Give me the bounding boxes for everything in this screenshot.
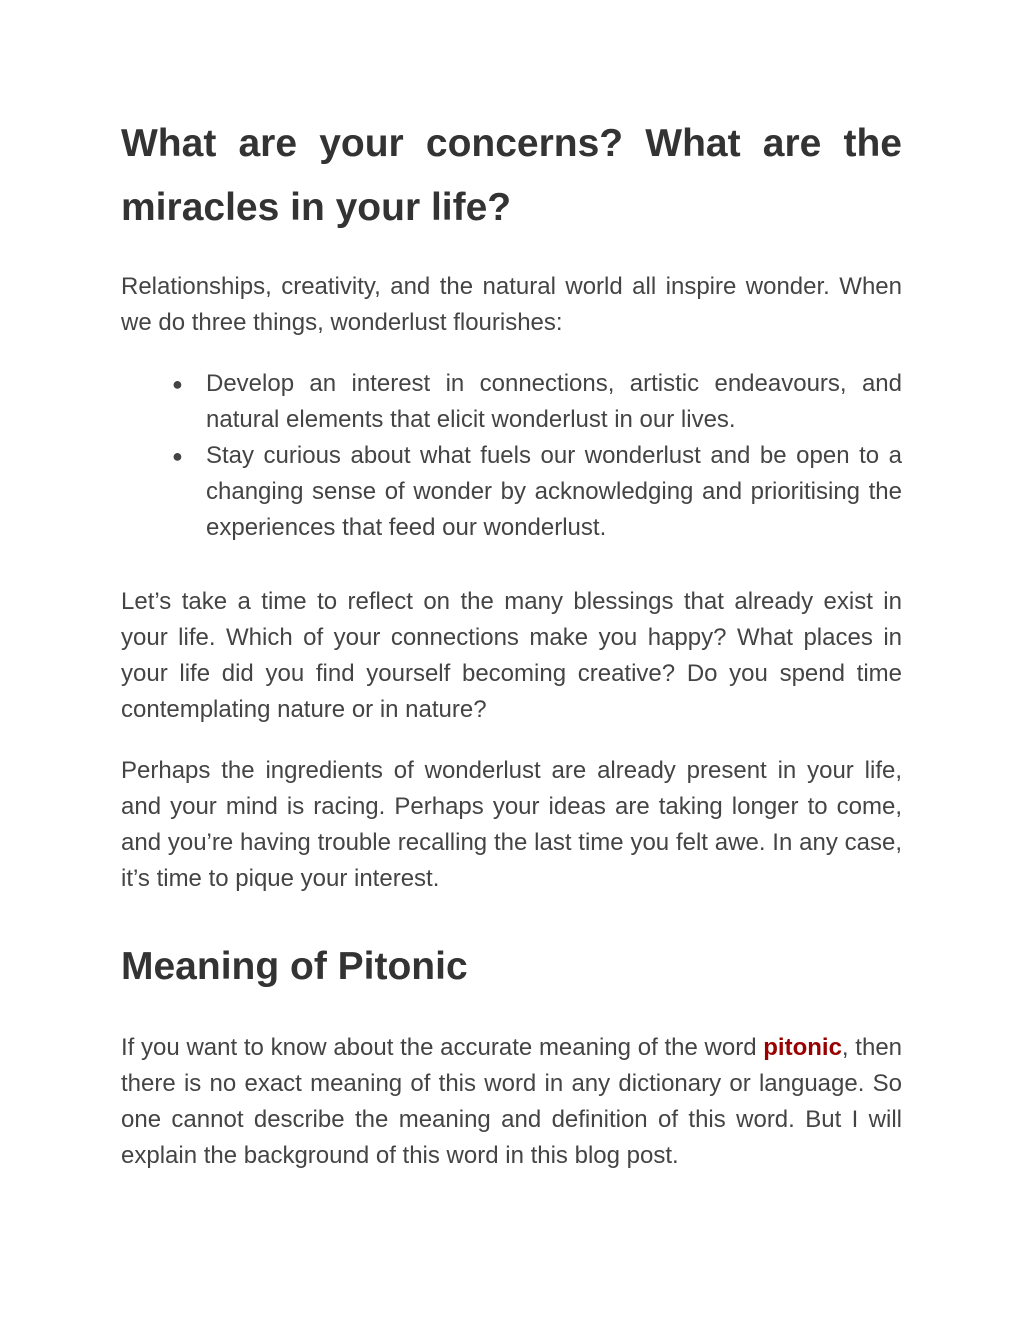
intro-paragraph: Relationships, creativity, and the natural world all inspire wonder. When we do three things, wonderlust flourishes:	[121, 273, 902, 336]
pitonic-paragraph-text-after: , then there is no exact meaning of this word in any dictionary or language. So one cannot describe the meaning and definition of this word. But I will explain the background of this word in this blog post.	[121, 1034, 903, 1169]
section-heading-concerns: What are your concerns? What are the miracles in your life?	[121, 122, 902, 229]
wonderlust-bullet-list	[121, 366, 902, 546]
pitonic-link[interactable]: pitonic	[763, 1034, 842, 1061]
bullet-icon: ●	[172, 446, 183, 466]
list-item-text: Stay curious about what fuels our wonderlust and be open to a changing sense of wonder by acknowledging and prioritising the experiences that feed our wonderlust.	[206, 442, 902, 541]
bullet-icon: ●	[172, 374, 183, 394]
list-item	[172, 366, 902, 438]
list-item-text: Develop an interest in connections, artistic endeavours, and natural elements that elicit wonderlust in our lives.	[206, 370, 902, 433]
pitonic-paragraph-text-before: If you want to know about the accurate meaning of the word	[121, 1034, 764, 1061]
section-heading-meaning-of-pitonic: Meaning of Pitonic	[121, 945, 468, 988]
perhaps-paragraph: Perhaps the ingredients of wonderlust are already present in your life, and your mind is racing. Perhaps your ideas are taking longer to come, and you’re having trouble recalling the last time you felt awe. In any case, it’s time to pique your interest.	[121, 757, 902, 892]
list-item	[172, 438, 902, 546]
pitonic-paragraph	[121, 1030, 902, 1174]
reflect-paragraph: Let’s take a time to reflect on the many blessings that already exist in your life. Which of your connections make you happy? What places in your life did you find yourself becoming creative? Do you spend time contemplating nature or in nature?	[121, 588, 902, 723]
document-body	[121, 112, 902, 1174]
